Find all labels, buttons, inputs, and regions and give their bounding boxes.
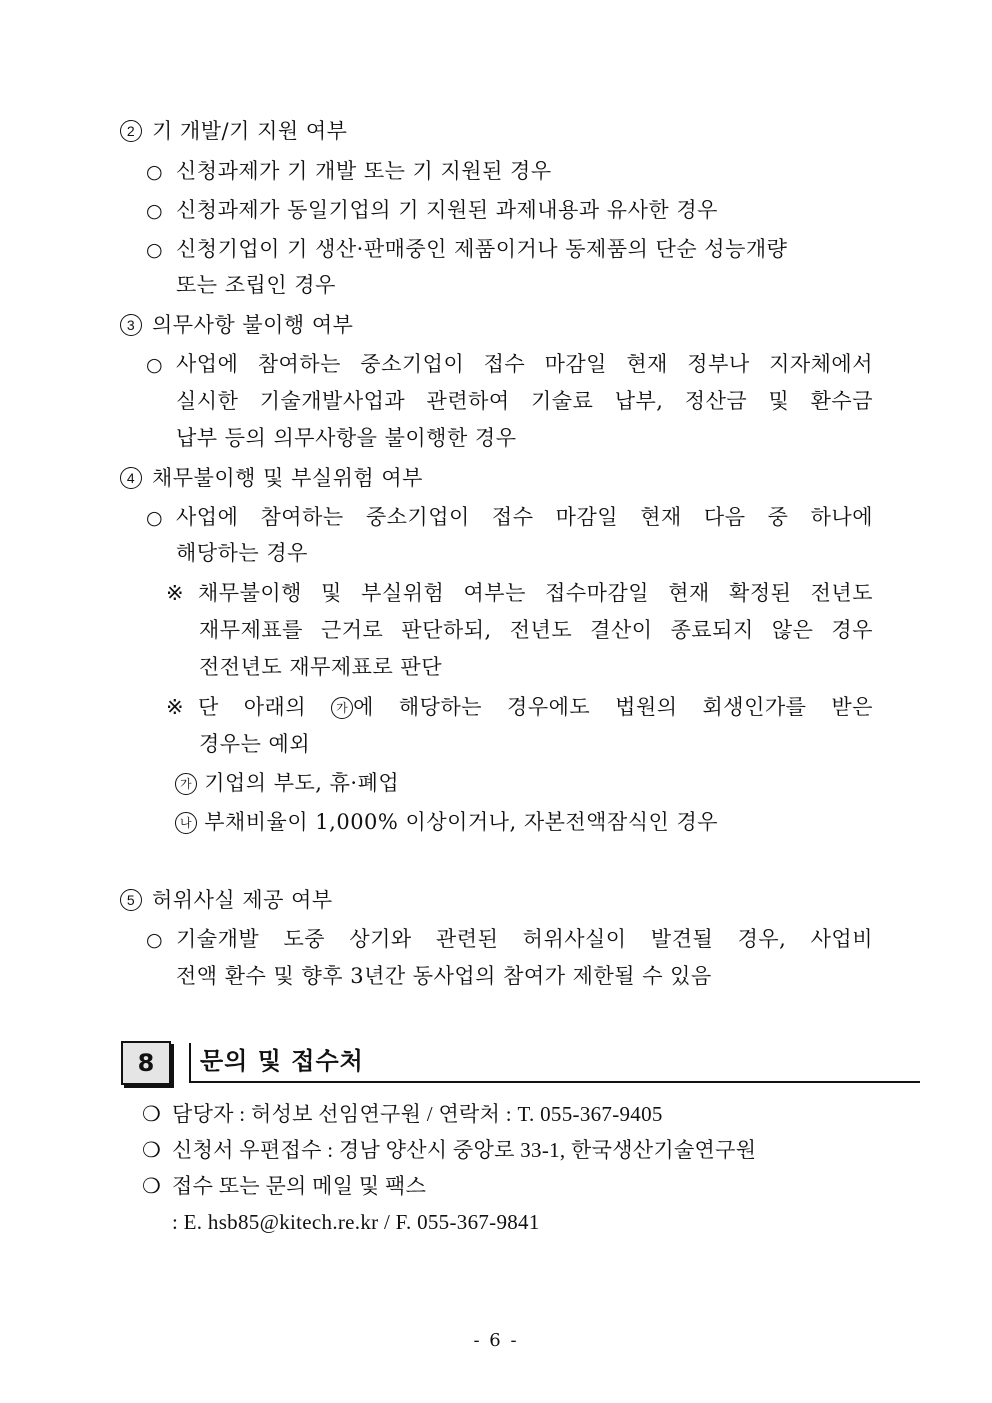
circled-number: 5 [120,889,142,911]
contact-item: ❍ 접수 또는 문의 메일 및 팩스 [142,1171,426,1201]
section-divider [189,1043,191,1083]
list-item: ○ 사업에 참여하는 중소기업이 접수 마감일 현재 다음 중 하나에 [146,502,873,533]
bullet-icon: ❍ [142,1138,162,1162]
contact-item: ❍ 신청서 우편접수 : 경남 양산시 중앙로 33-1, 한국생산기술연구원 [142,1135,756,1165]
note-continuation: 경우는 예외 [199,732,311,756]
note-continuation: 전전년도 재무제표로 판단 [199,655,442,679]
bullet-icon: ○ [146,929,164,951]
criterion-2-title: 기 개발/기 지원 여부 [152,119,348,143]
page-number: - 6 - [473,1330,519,1351]
bullet-icon: ○ [146,161,164,183]
list-item: ○ 기술개발 도중 상기와 관련된 허위사실이 발견될 경우, 사업비 [146,924,873,955]
section-number-box: 8 [121,1041,171,1085]
section-title: 문의 및 접수처 [200,1047,364,1075]
list-item: ○ 신청과제가 동일기업의 기 지원된 과제내용과 유사한 경우 [146,195,718,226]
circled-letter-icon: 가 [175,773,197,795]
bullet-icon: ❍ [142,1102,162,1126]
list-item: ○ 신청과제가 기 개발 또는 기 지원된 경우 [146,156,552,187]
criterion-4-title: 채무불이행 및 부실위험 여부 [152,466,423,490]
section-underline [189,1081,920,1083]
bullet-icon: ○ [146,354,164,376]
bullet-icon: ○ [146,200,164,222]
list-item-continuation: 해당하는 경우 [176,541,308,565]
list-item-continuation: 전액 환수 및 향후 3년간 동사업의 참여가 제한될 수 있음 [176,964,712,988]
bullet-icon: ○ [146,239,164,261]
sub-item: 가 기업의 부도, 휴·폐업 [175,768,399,798]
list-item-continuation: 또는 조립인 경우 [176,273,336,297]
sub-item: 나 부채비율이 1,000% 이상이거나, 자본전액잠식인 경우 [175,807,718,837]
note-continuation: 재무제표를 근거로 판단하되, 전년도 결산이 종료되지 않은 경우 [199,618,873,642]
criterion-5-title: 허위사실 제공 여부 [152,888,333,912]
circled-letter-icon: 나 [175,812,197,834]
criterion-2-heading [120,116,347,146]
circled-letter-icon: 가 [331,697,353,719]
criterion-3-title: 의무사항 불이행 여부 [152,313,354,337]
circled-number: 2 [120,120,142,142]
contact-email-fax: : E. hsb85@kitech.re.kr / F. 055-367-9841 [172,1210,540,1234]
reference-mark-icon: ※ [166,695,185,719]
criterion-4-heading [120,463,423,493]
circled-number: 3 [120,314,142,336]
criterion-5-heading [120,885,333,915]
bullet-icon: ○ [146,507,164,529]
circled-number: 4 [120,467,142,489]
list-item: ○ 사업에 참여하는 중소기업이 접수 마감일 현재 정부나 지자체에서 [146,349,873,380]
list-item-continuation: 실시한 기술개발사업과 관련하여 기술료 납부, 정산금 및 환수금 [176,389,873,413]
list-item-continuation: 납부 등의 의무사항을 불이행한 경우 [176,426,517,450]
reference-mark-icon: ※ [166,581,185,605]
note-item: ※ 채무불이행 및 부실위험 여부는 접수마감일 현재 확정된 전년도 [166,578,873,608]
bullet-icon: ❍ [142,1174,162,1198]
list-item: ○ 신청기업이 기 생산·판매중인 제품이거나 동제품의 단순 성능개량 [146,234,787,265]
criterion-3-heading [120,310,353,340]
note-item: ※ 단 아래의 가 에 해당하는 경우에도 법원의 회생인가를 받은 [166,692,873,722]
contact-item: ❍ 담당자 : 허성보 선임연구원 / 연락처 : T. 055-367-9405 [142,1099,663,1129]
